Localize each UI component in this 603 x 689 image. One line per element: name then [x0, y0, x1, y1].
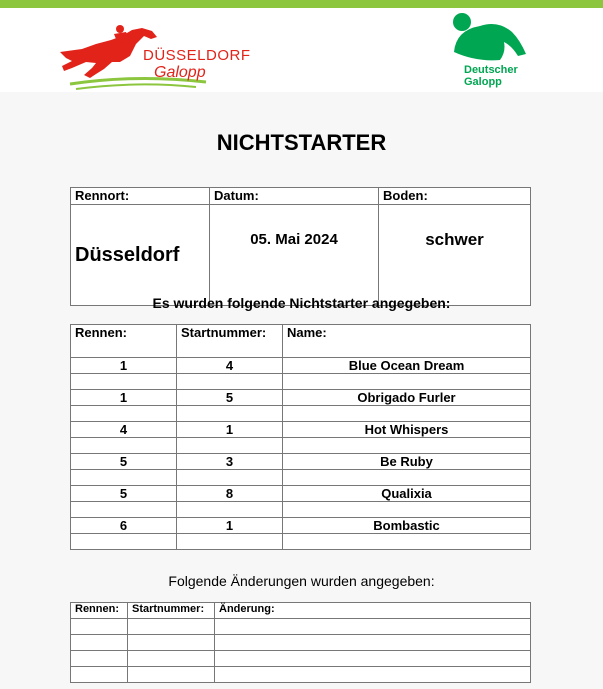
startnummer-cell: 4	[177, 358, 283, 374]
startnummer-cell: 5	[177, 390, 283, 406]
rennen-cell: 6	[71, 518, 177, 534]
startnummer-cell: 1	[177, 518, 283, 534]
startnummer-cell: 3	[177, 454, 283, 470]
rennen-cell: 1	[71, 390, 177, 406]
race-info-table	[70, 187, 531, 306]
blank-row	[71, 635, 531, 651]
top-accent-bar	[0, 0, 603, 8]
logo-left-line2: Galopp	[154, 64, 206, 81]
table-header-row	[71, 325, 531, 358]
logo-right-line2: Galopp	[464, 76, 502, 88]
blank-row	[71, 534, 531, 550]
blank-row	[71, 502, 531, 518]
rennen-cell: 1	[71, 358, 177, 374]
aenderungen-table	[70, 602, 531, 683]
horse-head-icon	[446, 12, 536, 64]
blank-row	[71, 438, 531, 454]
blank-row	[71, 406, 531, 422]
name-cell: Obrigado Furler	[283, 390, 531, 406]
table-row	[71, 518, 531, 534]
table-row	[71, 454, 531, 470]
name-cell: Hot Whispers	[283, 422, 531, 438]
name-cell: Blue Ocean Dream	[283, 358, 531, 374]
blank-row	[71, 470, 531, 486]
blank-row	[71, 374, 531, 390]
startnummer-cell: 1	[177, 422, 283, 438]
document-title: NICHTSTARTER	[216, 130, 387, 155]
deutscher-galopp-logo	[446, 12, 536, 96]
logo-right-text	[464, 64, 518, 88]
table-row	[71, 358, 531, 374]
datum-label: Datum:	[210, 188, 379, 205]
race-info-header-row	[71, 188, 531, 205]
rennen-cell: 4	[71, 422, 177, 438]
logo-left-line1: DÜSSELDORF	[143, 47, 251, 64]
rennen-header: Rennen:	[71, 603, 128, 619]
aenderungen-intro: Folgende Änderungen wurden angegeben:	[168, 573, 435, 589]
rennort-label: Rennort:	[71, 188, 210, 205]
blank-row	[71, 667, 531, 683]
table-header-row	[71, 603, 531, 619]
table-row	[71, 422, 531, 438]
logo-right-line1: Deutscher	[464, 64, 518, 76]
name-cell: Qualixia	[283, 486, 531, 502]
table-row	[71, 486, 531, 502]
rennen-header: Rennen:	[71, 325, 177, 358]
startnummer-cell: 8	[177, 486, 283, 502]
aenderung-header: Änderung:	[215, 603, 531, 619]
startnummer-header: Startnummer:	[128, 603, 215, 619]
duesseldorf-galopp-logo	[56, 22, 251, 94]
boden-label: Boden:	[379, 188, 531, 205]
nichtstarter-intro: Es wurden folgende Nichtstarter angegeben:	[152, 295, 451, 311]
name-cell: Bombastic	[283, 518, 531, 534]
nichtstarter-table	[70, 324, 531, 550]
rennen-cell: 5	[71, 486, 177, 502]
rennen-cell: 5	[71, 454, 177, 470]
name-header: Name:	[283, 325, 531, 358]
datum-value: 05. Mai 2024	[210, 205, 379, 306]
name-cell: Be Ruby	[283, 454, 531, 470]
startnummer-header: Startnummer:	[177, 325, 283, 358]
rennort-value: Düsseldorf	[71, 205, 210, 306]
boden-value: schwer	[379, 205, 531, 306]
blank-row	[71, 619, 531, 635]
page-header	[0, 8, 603, 93]
blank-row	[71, 651, 531, 667]
table-row	[71, 390, 531, 406]
race-info-value-row	[71, 205, 531, 306]
